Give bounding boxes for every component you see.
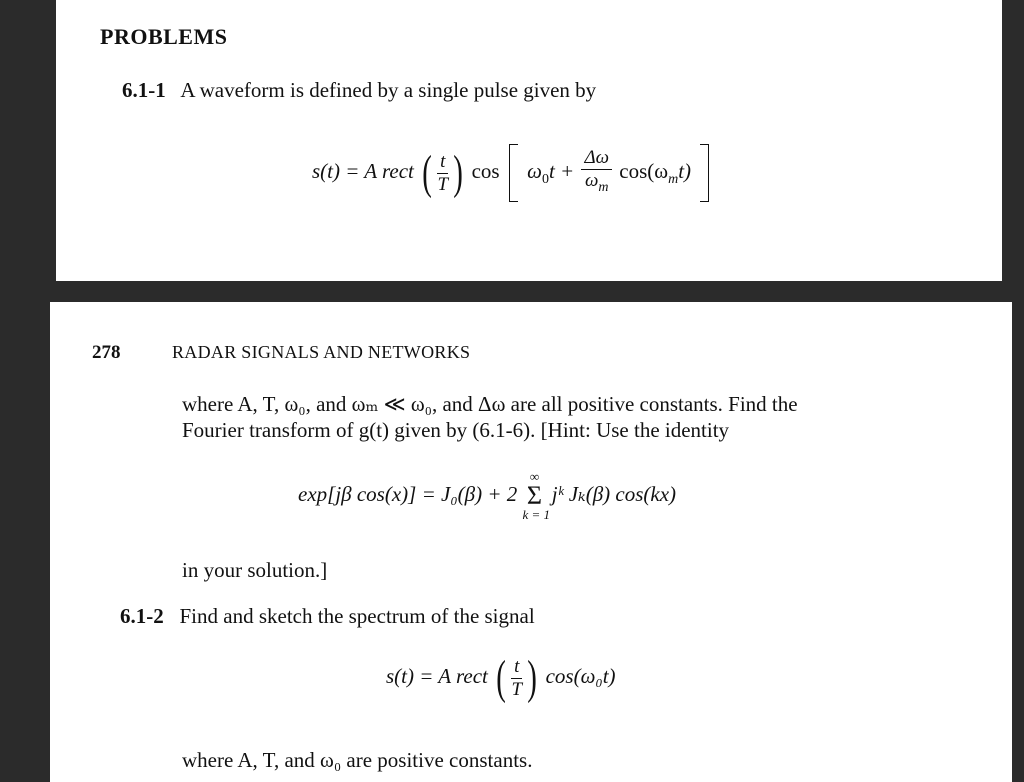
eq-fraction-t-over-T: $\frac{t}{T}$ bbox=[437, 150, 449, 195]
eq-cos: cos bbox=[471, 158, 500, 183]
eq-rhs: cos(ω₀t) bbox=[545, 663, 616, 688]
equation-6-1-1: s(t) = A rect ( $\frac{t}{T}$ ) $\cos \omega_0t$ + $\frac{\Delta\omega}{\omega_m}$ $\cos(\omega_mt)$ bbox=[312, 144, 713, 202]
sum-symbol: Σ bbox=[526, 481, 543, 510]
bottom-page bbox=[50, 302, 1012, 782]
sum-upper-limit: ∞ bbox=[529, 469, 540, 484]
problem-6-1-2 bbox=[120, 604, 535, 629]
eq-fraction-t-over-T: $\frac{t}{T}$ bbox=[511, 655, 523, 700]
closing-line: where A, T, and ω₀ are positive constants. bbox=[182, 748, 533, 772]
eq-term-omega0: $\omega_0t$ + bbox=[527, 158, 575, 187]
top-page bbox=[56, 0, 1002, 281]
eq-lhs: s(t) = A rect bbox=[312, 158, 414, 183]
problem-6-1-1 bbox=[122, 78, 596, 103]
problem-text: Find and sketch the spectrum of the signal bbox=[179, 604, 535, 628]
eq-lhs: s(t) = A rect bbox=[386, 663, 488, 688]
right-bracket bbox=[700, 144, 709, 202]
sum-lower-limit: k = 1 bbox=[522, 507, 551, 522]
left-bracket bbox=[509, 144, 518, 202]
problem-number: 6.1-1 bbox=[122, 78, 166, 102]
identity-lhs: exp[jβ cos(x)] = J₀(β) + 2 bbox=[298, 481, 518, 506]
paragraph-line-1: where A, T, ω₀, and ωₘ ≪ ω₀, and Δω are all positive constants. Find the bbox=[182, 392, 798, 416]
identity-rhs: jᵏ Jₖ(β) cos(kx) bbox=[551, 481, 677, 506]
paragraph-end: in your solution.] bbox=[182, 558, 328, 582]
problem-number: 6.1-2 bbox=[120, 604, 164, 628]
section-heading: PROBLEMS bbox=[100, 24, 228, 49]
page-number: 278 bbox=[92, 342, 121, 363]
problem-text: A waveform is defined by a single pulse given by bbox=[180, 78, 597, 102]
eq-fraction-delta-omega: $\frac{\Delta\omega}{\omega_m}$ bbox=[581, 147, 612, 199]
running-head: RADAR SIGNALS AND NETWORKS bbox=[172, 342, 471, 362]
eq-cos-tail: $\cos(\omega_mt)$ bbox=[619, 158, 692, 187]
summation bbox=[522, 469, 551, 522]
equation-6-1-2: s(t) = A rect ( $\frac{t}{T}$ ) cos(ω₀t) bbox=[386, 651, 616, 704]
paragraph-line-2: Fourier transform of g(t) given by (6.1-6). [Hint: Use the identity bbox=[182, 418, 730, 442]
identity-equation bbox=[298, 470, 676, 522]
